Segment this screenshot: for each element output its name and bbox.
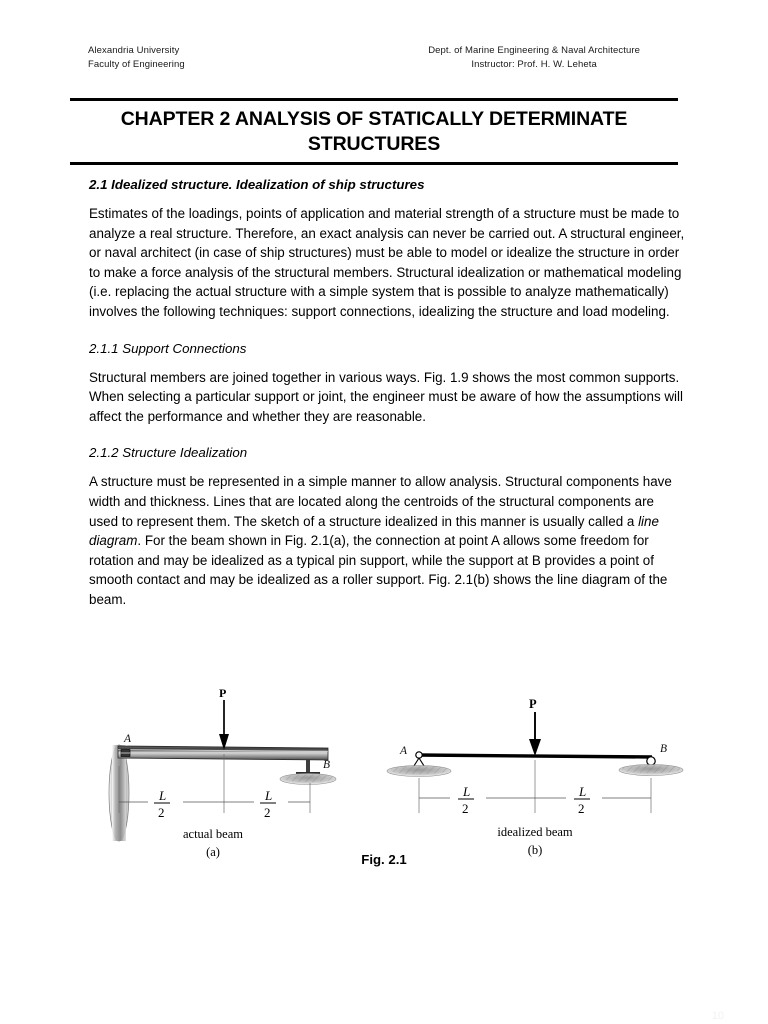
- label-load-p-left: P: [219, 688, 227, 700]
- pin-connection-a: [121, 750, 130, 757]
- header-left-block: [88, 44, 185, 71]
- label-support-b-right: B: [660, 743, 668, 755]
- header-right-block: [428, 44, 682, 71]
- page-number: 10: [711, 1010, 724, 1022]
- dim-left2-numerator: L: [265, 788, 273, 803]
- dim-right1-numerator: L: [463, 784, 471, 799]
- support-b-roller: [619, 757, 683, 776]
- dim-left1-numerator: L: [159, 788, 167, 803]
- page-title: CHAPTER 2 ANALYSIS OF STATICALLY DETERMINATE STRUCTURES: [120, 108, 628, 155]
- label-load-p-right: P: [529, 697, 537, 711]
- paragraph-2-1: Estimates of the loadings, points of application and material strength of a structure must be made to analyze a real structure. Therefore, an exact analysis can never be carried out. A structural engineer, or naval architect (in case of ship structures) must be able to model or idealize the structure in order to make a force analysis of the structural members. Structural idealization or mathematical modeling (i.e. replacing the actual structure with a simple system that is possible to analyze mathematically) involves the following techniques: support connections, idealizing the structure and load modeling.: [89, 206, 685, 319]
- heading-2-1: 2.1 Idealized structure. Idealization of ship structures: [89, 177, 425, 192]
- label-support-a-right: A: [400, 745, 408, 757]
- dim-left1-denominator: 2: [158, 805, 165, 820]
- load-arrow-left: [219, 700, 229, 750]
- term-line-diagram: line diagram: [89, 513, 659, 549]
- dim-right2-denominator: 2: [578, 801, 585, 816]
- figure-right-idealized-beam: [387, 697, 683, 857]
- chapter-title-block: [70, 98, 678, 165]
- figure-left-sublabel: (a): [206, 845, 220, 859]
- figure-right-sublabel: (b): [527, 843, 543, 857]
- dimension-label-right-half2: [574, 784, 590, 816]
- label-support-b-left: B: [323, 759, 331, 771]
- figure-2-1: [88, 688, 688, 868]
- paragraph-2-1-2-part2: . For the beam shown in Fig. 2.1(a), the connection at point A allows some freedom for rotation and may be idealized as a typical pin support, while the support at B provides a point of smooth contact and may be idealized as a roller support. Fig. 2.1(b) shows the line diagram of the beam.: [89, 533, 668, 607]
- header-faculty: Faculty of Engineering: [88, 58, 185, 70]
- figure-caption: Fig. 2.1: [361, 852, 407, 867]
- document-header: [88, 44, 682, 71]
- dim-right1-denominator: 2: [462, 801, 469, 816]
- document-body: [89, 176, 685, 628]
- beam-line-right: [417, 755, 652, 757]
- load-arrow-right: [529, 712, 541, 756]
- header-instructor: Instructor: Prof. H. W. Leheta: [471, 58, 597, 70]
- figure-left-title: actual beam: [182, 827, 244, 841]
- paragraph-2-1-2: [89, 472, 685, 609]
- figure-left-actual-beam: [109, 688, 336, 859]
- title-rule-bottom: [70, 162, 678, 165]
- dimension-label-left-half1: [154, 788, 170, 820]
- dim-right2-numerator: L: [579, 784, 587, 799]
- dimension-label-left-half2: [260, 788, 276, 820]
- beam-body-left: [118, 746, 328, 760]
- dimension-label-right-half1: [458, 784, 474, 816]
- figure-right-title: idealized beam: [497, 825, 573, 839]
- paragraph-2-1-1: Structural members are joined together in various ways. Fig. 1.9 shows the most common supports. When selecting a particular support or joint, the engineer must be aware of how the assumptions will affect the performance and whether they are reasonable.: [89, 369, 683, 424]
- header-university: Alexandria University: [88, 45, 180, 56]
- figure-2-1-graphic: [88, 688, 688, 868]
- header-department: Dept. of Marine Engineering & Naval Architecture: [428, 45, 640, 56]
- label-support-a-left: A: [124, 733, 132, 745]
- paragraph-2-1-2-part1: A structure must be represented in a simple manner to allow analysis. Structural components have width and thickness. Lines that are located along the centroids of the structural components are used to represent them. The sketch of a structure idealized in this manner is usually called a: [89, 474, 672, 529]
- heading-2-1-1: 2.1.1 Support Connections: [89, 340, 247, 356]
- dim-left2-denominator: 2: [264, 805, 271, 820]
- dimension-line-right: [419, 760, 651, 813]
- heading-2-1-2: 2.1.2 Structure Idealization: [89, 445, 248, 461]
- dimension-line-left: [119, 754, 310, 813]
